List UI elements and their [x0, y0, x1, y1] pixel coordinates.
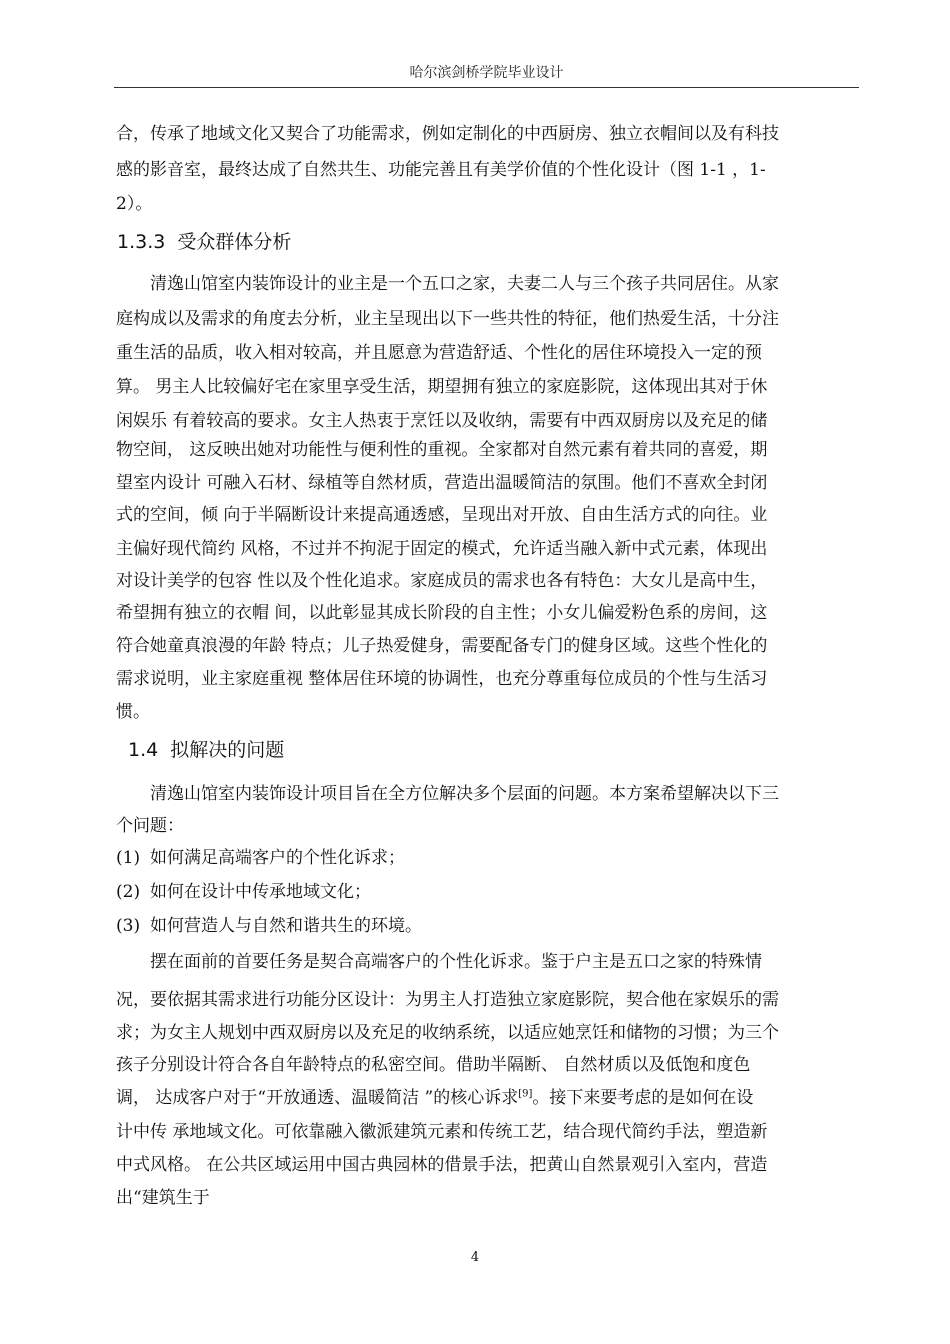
paragraph-line: 重生活的品质，收入相对较高，并且愿意为营造舒适、个性化的居住环境投入一定的预	[116, 343, 762, 363]
paragraph-line-with-citation	[116, 1086, 753, 1110]
paragraph-line: 感的影音室，最终达成了自然共生、功能完善且有美学价值的个性化设计（图 1-1 ，1-	[116, 160, 766, 180]
paragraph-line: 对设计美学的包容 性以及个性化追求。家庭成员的需求也各有特色：大女儿是高中生，	[116, 571, 768, 591]
paragraph-line: 求；为女主人规划中西双厨房以及充足的收纳系统，以适应她烹饪和储物的习惯；为三个	[116, 1023, 779, 1043]
list-marker: (1)	[116, 848, 141, 868]
paragraph-line: 惯。	[116, 702, 150, 722]
list-text: 如何满足高端客户的个性化诉求；	[150, 848, 405, 868]
citation-line-text: 调， 达成客户对于“开放通透、温暖简洁 ”的核心诉求	[116, 1088, 519, 1108]
list-item	[116, 846, 405, 870]
paragraph-line: 主偏好现代简约 风格，不过并不拘泥于固定的模式，允许适当融入新中式元素，体现出	[116, 539, 768, 559]
paragraph-line: 闲娱乐 有着较高的要求。女主人热衷于烹饪以及收纳，需要有中西双厨房以及充足的储	[116, 411, 768, 431]
paragraph-line: 算。 男主人比较偏好宅在家里享受生活，期望拥有独立的家庭影院，这体现出其对于休	[116, 377, 768, 397]
paragraph-line: 物空间， 这反映出她对功能性与便利性的重视。全家都对自然元素有着共同的喜爱，期	[116, 440, 768, 460]
section-heading-1-3-3	[117, 229, 291, 255]
paragraph-line: 合，传承了地域文化又契合了功能需求，例如定制化的中西厨房、独立衣帽间以及有科技	[116, 124, 779, 144]
section-title: 拟解决的问题	[170, 739, 285, 761]
paragraph-line: 2）。	[116, 194, 153, 214]
paragraph-line: 需求说明，业主家庭重视 整体居住环境的协调性，也充分尊重每位成员的个性与生活习	[116, 669, 768, 689]
list-marker: (2)	[116, 882, 141, 902]
section-title: 受众群体分析	[177, 231, 292, 253]
page-number: 4	[470, 1250, 480, 1265]
paragraph-line: 中式风格。 在公共区域运用中国古典园林的借景手法，把黄山自然景观引入室内，营造	[116, 1155, 768, 1175]
paragraph-line: 希望拥有独立的衣帽 间，以此彰显其成长阶段的自主性；小女儿偏爱粉色系的房间，这	[116, 603, 768, 623]
list-item	[116, 914, 422, 938]
paragraph-line: 出“建筑生于	[116, 1188, 210, 1208]
section-number: 1.3.3	[117, 231, 166, 253]
paragraph-line: 孩子分别设计符合各自年龄特点的私密空间。借助半隔断、 自然材质以及低饱和度色	[116, 1055, 751, 1075]
list-text: 如何营造人与自然和谐共生的环境。	[150, 916, 422, 936]
paragraph-line: 个问题：	[116, 816, 184, 836]
paragraph-line: 庭构成以及需求的角度去分析，业主呈现出以下一些共性的特征，他们热爱生活，十分注	[116, 309, 779, 329]
section-heading-1-4	[128, 737, 284, 763]
paragraph-line: 摆在面前的首要任务是契合高端客户的个性化诉求。鉴于户主是五口之家的特殊情	[150, 952, 762, 972]
running-header: 哈尔滨剑桥学院毕业设计	[409, 65, 564, 81]
header-divider	[114, 87, 859, 88]
paragraph-line: 计中传 承地域文化。可依靠融入徽派建筑元素和传统工艺，结合现代简约手法，塑造新	[116, 1122, 768, 1142]
list-marker: (3)	[116, 916, 141, 936]
list-item	[116, 880, 371, 904]
paragraph-line: 式的空间，倾 向于半隔断设计来提高通透感，呈现出对开放、自由生活方式的向往。业	[116, 505, 768, 525]
paragraph-line: 清逸山馆室内装饰设计项目旨在全方位解决多个层面的问题。本方案希望解决以下三	[150, 784, 779, 804]
citation-reference: [9]	[518, 1088, 533, 1100]
section-number: 1.4	[128, 739, 159, 761]
paragraph-line: 况，要依据其需求进行功能分区设计：为男主人打造独立家庭影院，契合他在家娱乐的需	[116, 990, 779, 1010]
list-text: 如何在设计中传承地域文化；	[150, 882, 371, 902]
paragraph-line: 符合她童真浪漫的年龄 特点；儿子热爱健身，需要配备专门的健身区域。这些个性化的	[116, 636, 768, 656]
paragraph-line: 望室内设计 可融入石材、绿植等自然材质，营造出温暖简洁的氛围。他们不喜欢全封闭	[116, 473, 768, 493]
citation-line-text: 。接下来要考虑的是如何在设	[532, 1088, 754, 1108]
paragraph-line: 清逸山馆室内装饰设计的业主是一个五口之家，夫妻二人与三个孩子共同居住。从家	[150, 274, 779, 294]
